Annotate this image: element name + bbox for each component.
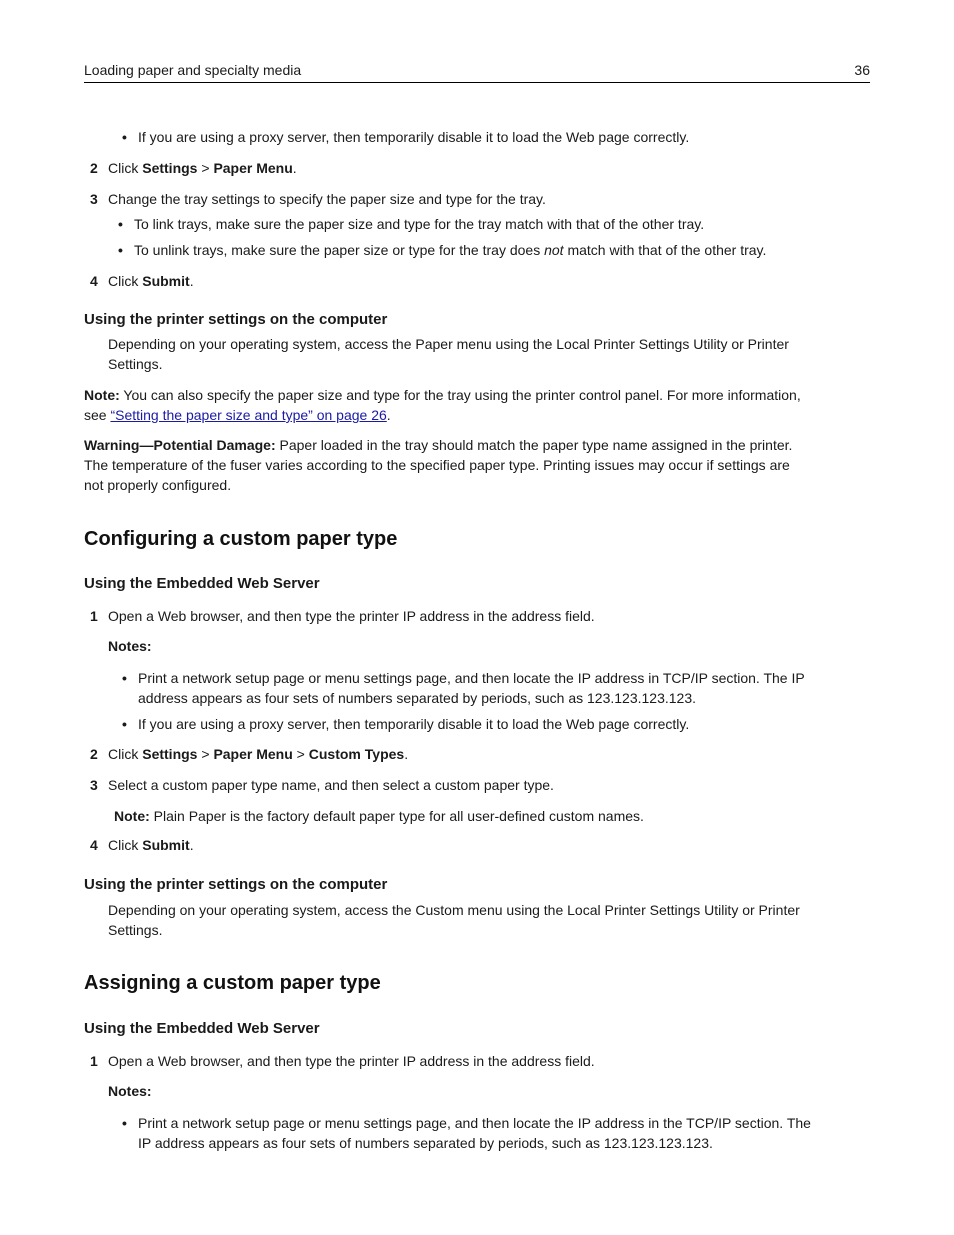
notes-label: Notes: xyxy=(108,1083,152,1099)
step-2: 2 Click Settings > Paper Menu. xyxy=(90,160,297,176)
list-item: • To link trays, make sure the paper size and type for the tray match with that of the other tray. xyxy=(134,214,704,234)
section-heading-assigning: Assigning a custom paper type xyxy=(84,972,381,994)
step-3: 3 Change the tray settings to specify the paper size and type for the tray. xyxy=(90,191,546,207)
list-item: • Print a network setup page or menu settings page, and then locate the IP address in TCP/IP section. The IP address appears as four sets of numbers separated by periods, such as 123.123.123.123. xyxy=(138,668,805,708)
list-item: • Print a network setup page or menu settings page, and then locate the IP address in the TCP/IP section. The IP address appears as four sets of numbers separated by periods, such as 123.123.123.123. xyxy=(138,1113,811,1153)
section-heading-configuring: Configuring a custom paper type xyxy=(84,528,398,550)
subheading-ews: Using the Embedded Web Server xyxy=(84,1020,320,1037)
header-title: Loading paper and specialty media xyxy=(84,62,302,78)
subheading-ews: Using the Embedded Web Server xyxy=(84,575,320,592)
paragraph: Depending on your operating system, access the Paper menu using the Local Printer Settings Utility or Printer Settings. xyxy=(108,336,789,372)
notes-label: Notes: xyxy=(108,638,152,654)
step-4: 4 Click Submit. xyxy=(90,273,194,289)
note-paragraph: Note: Plain Paper is the factory default paper type for all user-defined custom names. xyxy=(114,808,644,824)
page-header xyxy=(84,60,870,83)
warning-paragraph: Warning—Potential Damage: Paper loaded in the tray should match the paper type name assigned in the printer. The temperature of the fuser varies according to the specified paper type. Printing issues may occur if settings are not properly configured. xyxy=(84,437,793,493)
note-paragraph: Note: You can also specify the paper size and type for the tray using the printer control panel. For more information, see “Setting the paper size and type” on page 26. xyxy=(84,387,801,423)
cross-reference-link[interactable]: “Setting the paper size and type” on page 26 xyxy=(110,407,387,423)
paragraph: Depending on your operating system, access the Custom menu using the Local Printer Settings Utility or Printer Settings. xyxy=(108,902,800,938)
step-3: 3 Select a custom paper type name, and then select a custom paper type. xyxy=(90,777,554,793)
document-page xyxy=(84,0,870,1235)
list-item: • If you are using a proxy server, then temporarily disable it to load the Web page correctly. xyxy=(138,127,689,147)
step-2: 2 Click Settings > Paper Menu > Custom Types. xyxy=(90,746,409,762)
subheading-computer: Using the printer settings on the computer xyxy=(84,876,388,893)
list-item: • If you are using a proxy server, then temporarily disable it to load the Web page correctly. xyxy=(138,714,689,734)
step-4: 4 Click Submit. xyxy=(90,837,194,853)
list-item: • To unlink trays, make sure the paper size or type for the tray does not match with that of the other tray. xyxy=(134,240,766,260)
subheading-computer: Using the printer settings on the computer xyxy=(84,311,388,328)
step-1: 1 Open a Web browser, and then type the printer IP address in the address field. xyxy=(90,608,595,624)
page-number: 36 xyxy=(854,62,870,78)
step-1: 1 Open a Web browser, and then type the printer IP address in the address field. xyxy=(90,1053,595,1069)
